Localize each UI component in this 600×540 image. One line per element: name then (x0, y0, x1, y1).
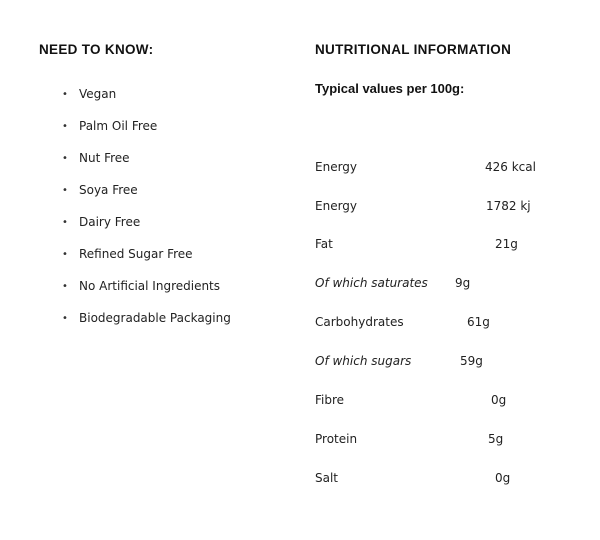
bullet-icon: • (62, 216, 68, 228)
nutrition-row-value-carbohydrates: 61g (467, 315, 490, 329)
list-item-label: No Artificial Ingredients (79, 279, 221, 293)
bullet-icon: • (62, 280, 68, 292)
list-item (62, 238, 231, 270)
bullet-icon: • (62, 248, 68, 260)
list-item-label: Refined Sugar Free (79, 247, 193, 261)
nutrition-row-label-salt: Salt (315, 471, 339, 485)
bullet-icon: • (62, 152, 68, 164)
nutrition-row-value-salt: 0g (495, 471, 511, 485)
nutrition-row-value-fat: 21g (495, 237, 518, 251)
need-to-know-list (62, 78, 231, 334)
nutrition-row-label-sugars: Of which sugars (315, 354, 412, 368)
nutrition-row-label-protein: Protein (315, 432, 358, 446)
nutritional-information-heading: NUTRITIONAL INFORMATION (315, 42, 512, 57)
list-item (62, 206, 231, 238)
list-item-label: Dairy Free (79, 215, 141, 229)
bullet-icon: • (62, 88, 68, 100)
nutrition-row-label-carbohydrates: Carbohydrates (315, 315, 404, 329)
nutrition-row-label-fat: Fat (315, 237, 333, 251)
list-item (62, 142, 231, 174)
bullet-icon: • (62, 120, 68, 132)
nutrition-row-label-saturates: Of which saturates (315, 276, 428, 290)
nutrition-row-value-sugars: 59g (460, 354, 483, 368)
nutrition-row-label-fibre: Fibre (315, 393, 345, 407)
list-item (62, 174, 231, 206)
list-item-label: Soya Free (79, 183, 138, 197)
list-item-label: Palm Oil Free (79, 119, 158, 133)
need-to-know-heading: NEED TO KNOW: (39, 42, 154, 57)
typical-values-subheading: Typical values per 100g: (315, 81, 465, 96)
nutrition-row-value-saturates: 9g (455, 276, 471, 290)
bullet-icon: • (62, 184, 68, 196)
nutrition-row-value-protein: 5g (488, 432, 504, 446)
list-item-label: Biodegradable Packaging (79, 311, 231, 325)
list-item (62, 110, 231, 142)
bullet-icon: • (62, 312, 68, 324)
list-item-label: Nut Free (79, 151, 130, 165)
list-item (62, 302, 231, 334)
list-item-label: Vegan (79, 87, 117, 101)
nutrition-row-label-energy-kcal: Energy (315, 160, 358, 174)
list-item (62, 78, 231, 110)
nutrition-row-label-energy-kj: Energy (315, 199, 358, 213)
nutrition-row-value-energy-kcal: 426 kcal (485, 160, 536, 174)
list-item (62, 270, 231, 302)
nutrition-row-value-energy-kj: 1782 kj (486, 199, 531, 213)
nutrition-row-value-fibre: 0g (491, 393, 507, 407)
